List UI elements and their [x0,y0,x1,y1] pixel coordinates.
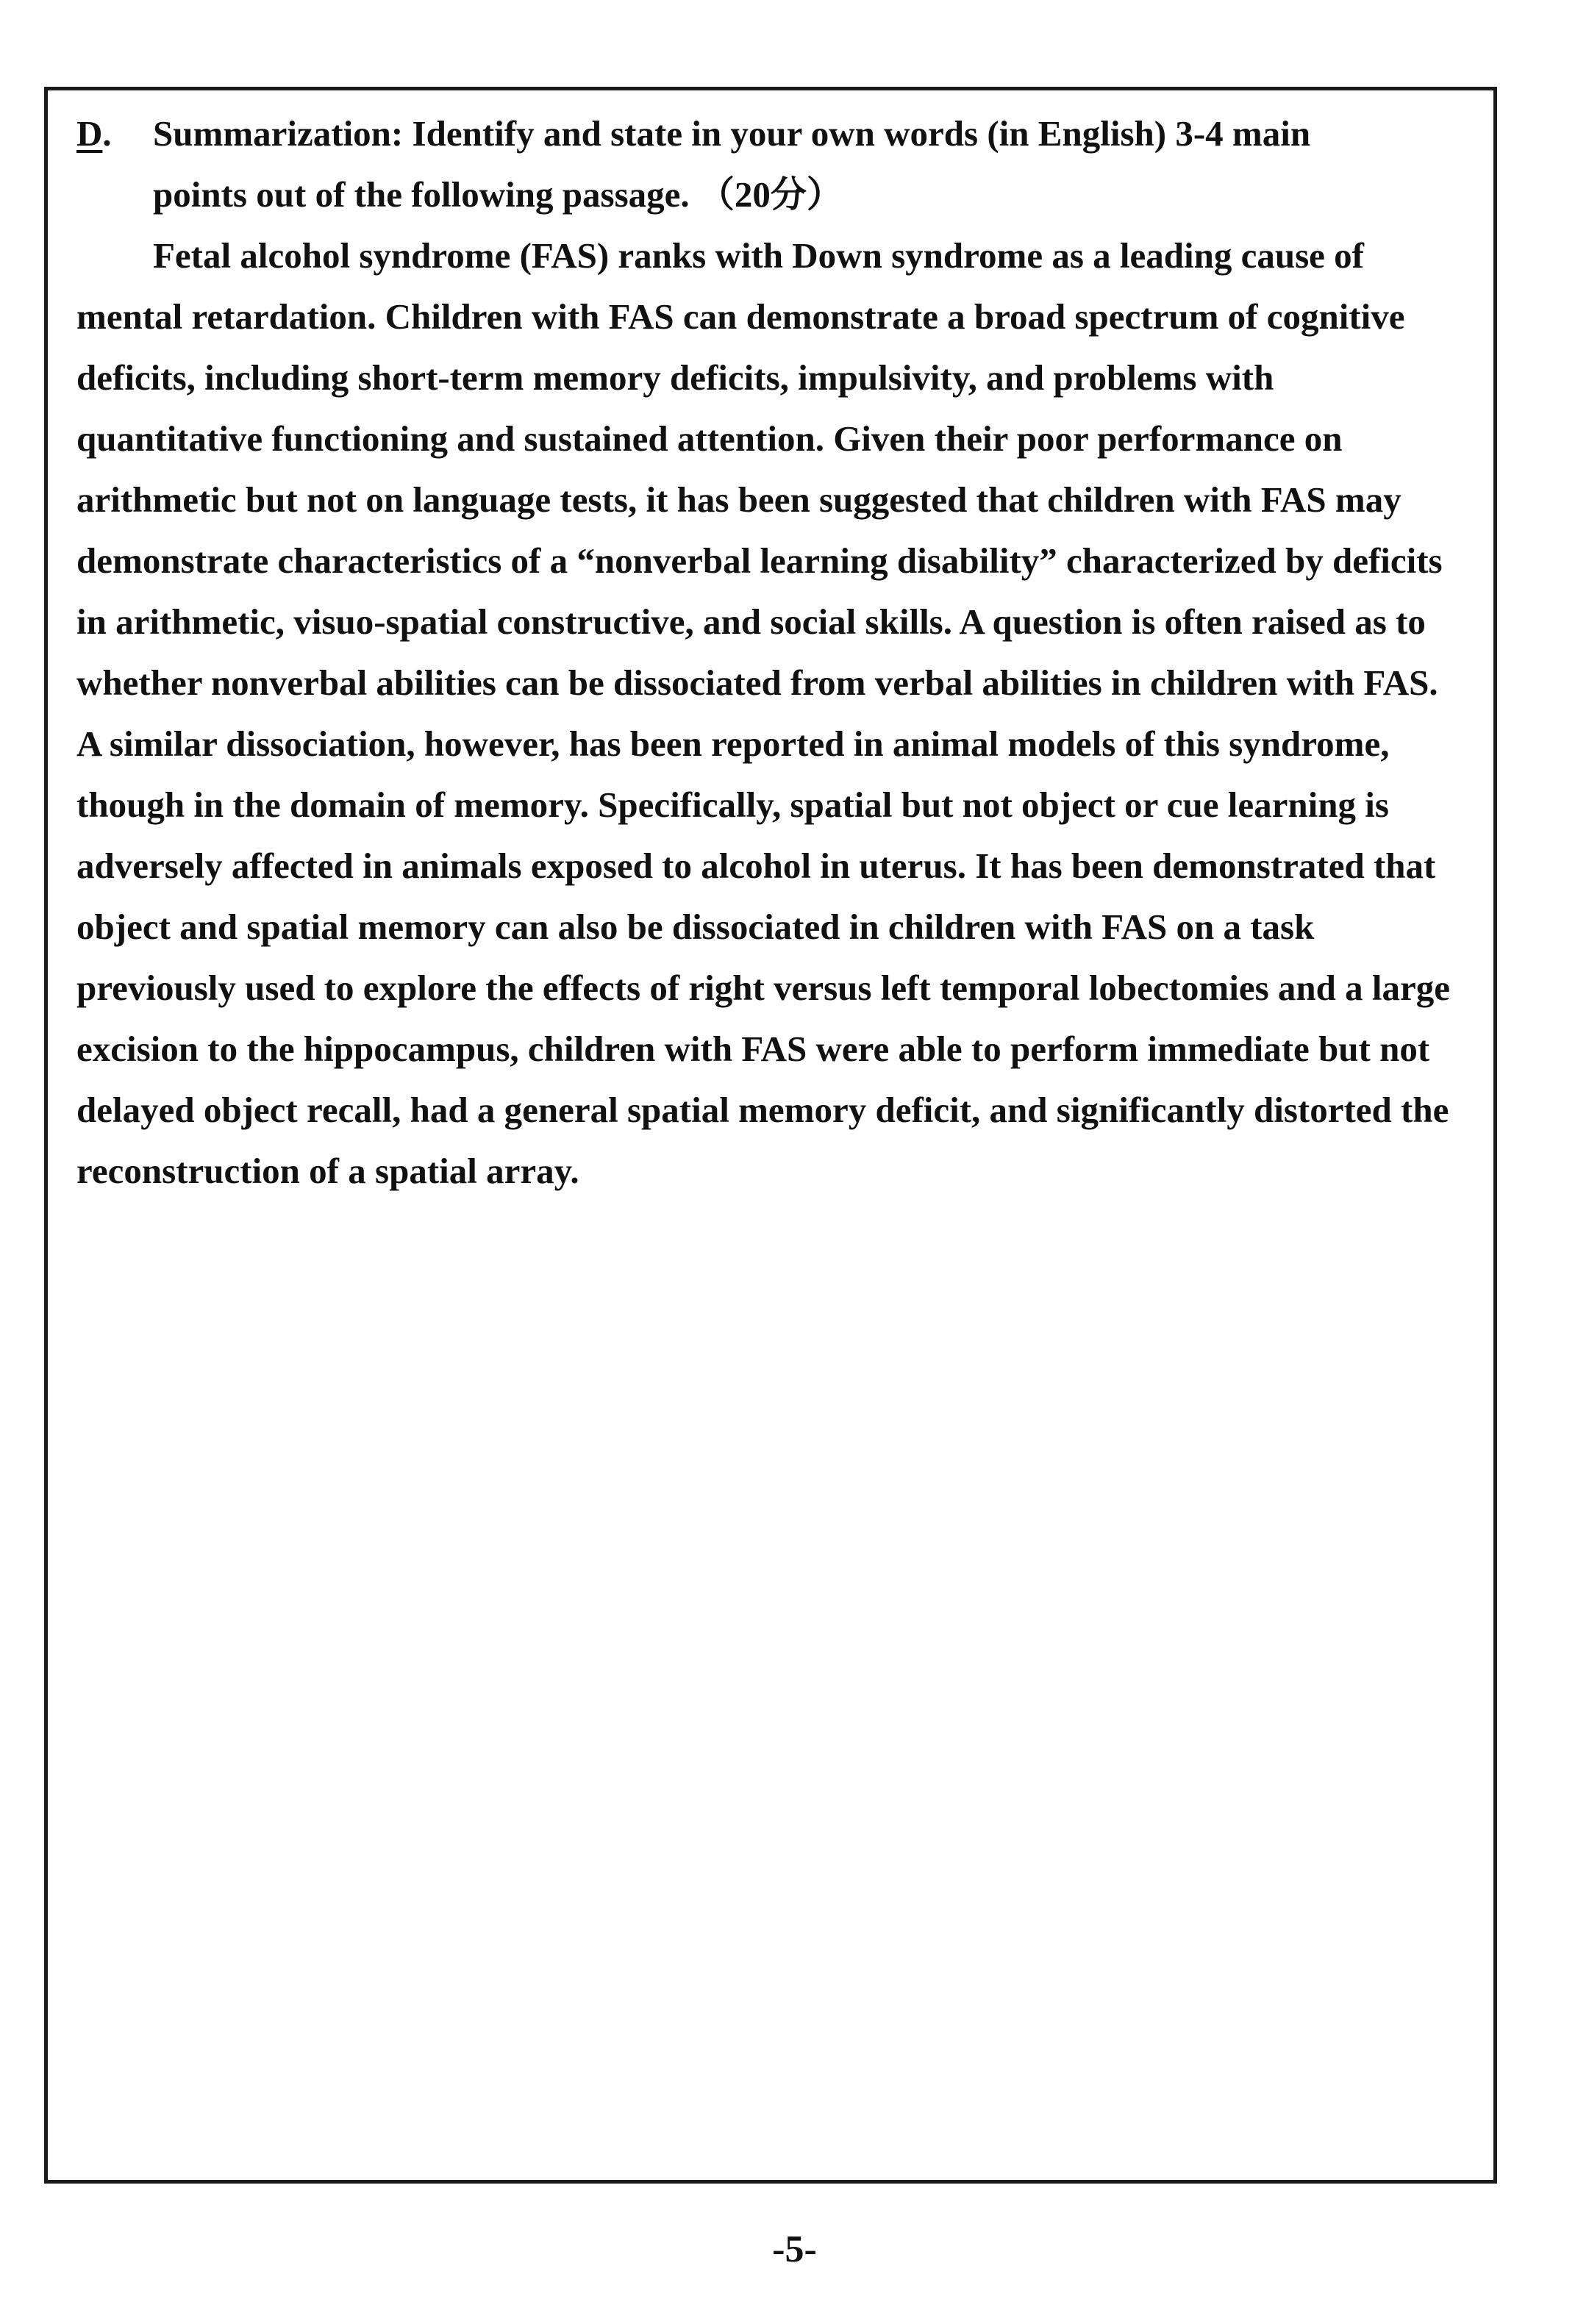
question-section [76,103,1474,1201]
passage-line: excision to the hippocampus, children with FAS were able to perform immediate but not [76,1029,1430,1069]
passage-line: arithmetic but not on language tests, it has been suggested that children with FAS may [76,479,1401,520]
passage-line: in arithmetic, visuo-spatial constructive, and social skills. A question is often raised as to [76,601,1426,642]
reading-passage [76,225,1474,1201]
passage-line: object and spatial memory can also be dissociated in children with FAS on a task [76,907,1315,947]
passage-line: quantitative functioning and sustained attention. Given their poor performance on [76,418,1343,459]
passage-line: Fetal alcohol syndrome (FAS) ranks with Down syndrome as a leading cause of [153,235,1365,276]
question-instruction [153,103,1329,225]
question-letter: D [76,113,103,154]
question-letter-punct: . [102,113,112,154]
page-number: -5- [772,2228,817,2270]
passage-line: mental retardation. Children with FAS can demonstrate a broad spectrum of cognitive [76,296,1405,337]
instruction-line: Summarization: Identify and state in your own words (in English) 3-4 main [153,113,1311,154]
passage-line: demonstrate characteristics of a “nonverbal learning disability” characterized by deficits [76,540,1443,581]
instruction-line: points out of the following passage. （20分） [153,174,843,215]
question-heading [76,103,1474,225]
passage-line: adversely affected in animals exposed to alcohol in uterus. It has been demonstrated that [76,845,1436,886]
passage-line: previously used to explore the effects of right versus left temporal lobectomies and a large [76,968,1451,1008]
passage-line: delayed object recall, had a general spatial memory deficit, and significantly distorted the [76,1090,1449,1130]
question-label [76,103,153,164]
passage-line: reconstruction of a spatial array. [76,1151,579,1191]
passage-line: though in the domain of memory. Specifically, spatial but not object or cue learning is [76,784,1389,825]
passage-line: A similar dissociation, however, has been reported in animal models of this syndrome, [76,723,1390,764]
passage-line: whether nonverbal abilities can be dissociated from verbal abilities in children with FAS. [76,662,1438,703]
passage-line: deficits, including short-term memory deficits, impulsivity, and problems with [76,357,1274,398]
